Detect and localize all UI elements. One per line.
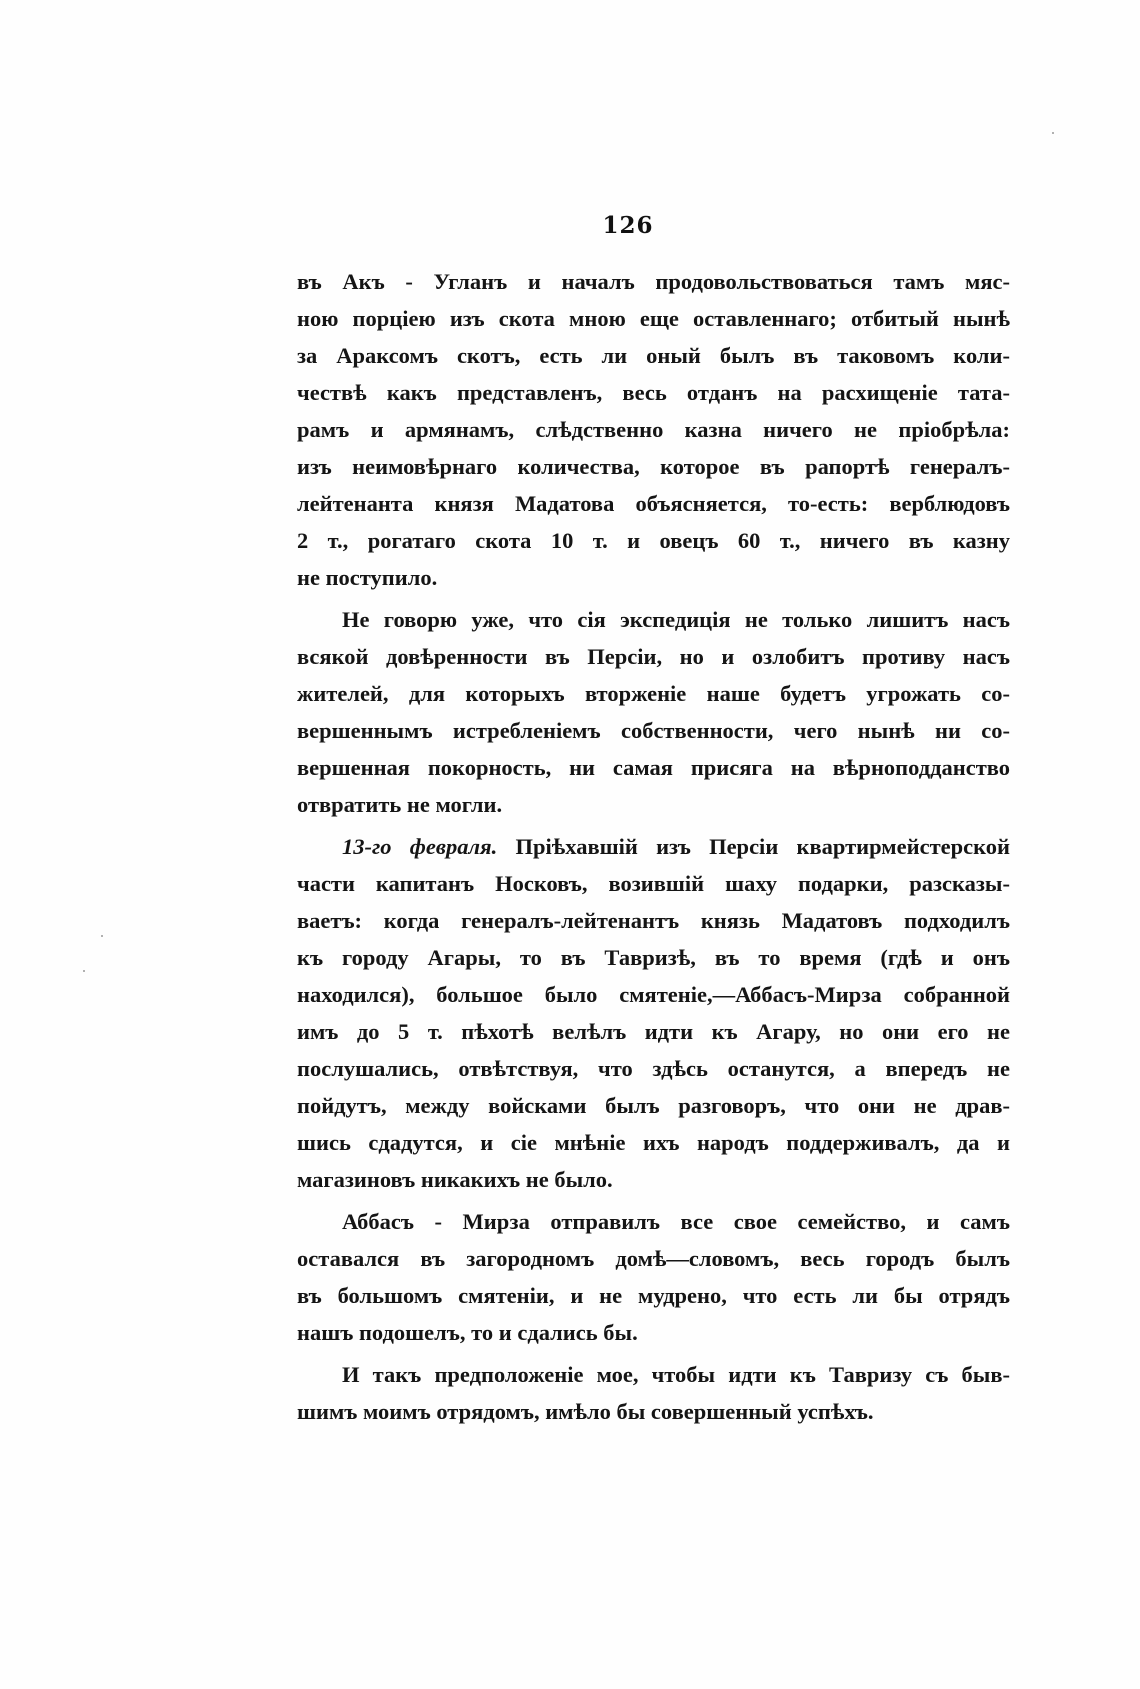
- text-line: шимъ моимъ отрядомъ, имѣло бы совершенный успѣхъ.: [297, 1399, 874, 1424]
- page-number: 126: [602, 212, 654, 239]
- entry-date: 13-го февраля.: [342, 834, 498, 859]
- text-line: имъ до 5 т. пѣхотѣ велѣлъ идти къ Агару, но они его не: [297, 1019, 1010, 1044]
- text-line: 2 т., рогатаго скота 10 т. и овецъ 60 т., ничего въ казну: [297, 528, 1010, 553]
- dust-speck: [101, 935, 103, 937]
- text-line: къ городу Агары, то въ Тавризѣ, въ то время (гдѣ и онъ: [297, 945, 1010, 970]
- text-line: вершенная покорность, ни самая присяга на вѣрноподданство: [297, 755, 1010, 780]
- text-line: вершеннымъ истребленіемъ собственности, чего нынѣ ни со-: [297, 718, 1010, 743]
- text-fragment: Пріѣхавшій изъ Персіи квартирмейстерской: [515, 834, 1010, 859]
- text-line: лейтенанта князя Мадатова объясняется, то-есть: верблюдовъ: [297, 491, 1010, 516]
- text-line: находился), большое было смятеніе,—Аббасъ-Мирза собранной: [297, 982, 1010, 1007]
- text-line: магазиновъ никакихъ не было.: [297, 1167, 613, 1192]
- text-line: не поступило.: [297, 565, 438, 590]
- text-line: Аббасъ - Мирза отправилъ все свое семейство, и самъ: [342, 1209, 1010, 1234]
- text-line: [297, 828, 1010, 865]
- text-line: ною порціею изъ скота мною еще оставленнаго; отбитый нынѣ: [297, 306, 1010, 331]
- text-line: рамъ и армянамъ, слѣдственно казна ничего не пріобрѣла:: [297, 417, 1010, 442]
- text-line: оставался въ загородномъ домѣ—словомъ, весь городъ былъ: [297, 1246, 1010, 1271]
- text-line: И такъ предположеніе мое, чтобы идти къ Тавризу съ быв-: [342, 1362, 1010, 1387]
- dust-speck: [83, 970, 85, 972]
- paragraph: [297, 1203, 1010, 1351]
- text-line: за Араксомъ скотъ, есть ли оный былъ въ таковомъ коли-: [297, 343, 1010, 368]
- text-line: Не говорю уже, что сія экспедиція не только лишитъ насъ: [342, 607, 1010, 632]
- text-line: нашъ подошелъ, то и сдались бы.: [297, 1320, 638, 1345]
- paragraph: [297, 263, 1010, 596]
- text-line: пойдутъ, между войсками былъ разговоръ, что они не драв-: [297, 1093, 1010, 1118]
- text-line: жителей, для которыхъ вторженіе наше будетъ угрожать со-: [297, 681, 1010, 706]
- text-line: чествѣ какъ представленъ, весь отданъ на расхищеніе тата-: [297, 380, 1010, 405]
- text-line: въ Акъ - Угланъ и началъ продовольствоваться тамъ мяс-: [297, 269, 1010, 294]
- dust-speck: [1052, 132, 1054, 134]
- text-line: послушались, отвѣтствуя, что здѣсь останутся, а впередъ не: [297, 1056, 1010, 1081]
- text-line: ваетъ: когда генералъ-лейтенантъ князь Мадатовъ подходилъ: [297, 908, 1010, 933]
- text-line: въ большомъ смятеніи, и не мудрено, что есть ли бы отрядъ: [297, 1283, 1010, 1308]
- text-line: шись сдадутся, и сіе мнѣніе ихъ народъ поддерживалъ, да и: [297, 1130, 1010, 1155]
- text-line: всякой довѣренности въ Персіи, но и озлобитъ противу насъ: [297, 644, 1010, 669]
- text-line: отвратить не могли.: [297, 792, 503, 817]
- text-line: части капитанъ Носковъ, возившій шаху подарки, разсказы-: [297, 871, 1010, 896]
- paragraph: [297, 601, 1010, 823]
- body-text: [297, 263, 1010, 1430]
- paragraph: [297, 1356, 1010, 1430]
- paragraph: [297, 828, 1010, 1198]
- text-line: изъ неимовѣрнаго количества, которое въ рапортѣ генералъ-: [297, 454, 1010, 479]
